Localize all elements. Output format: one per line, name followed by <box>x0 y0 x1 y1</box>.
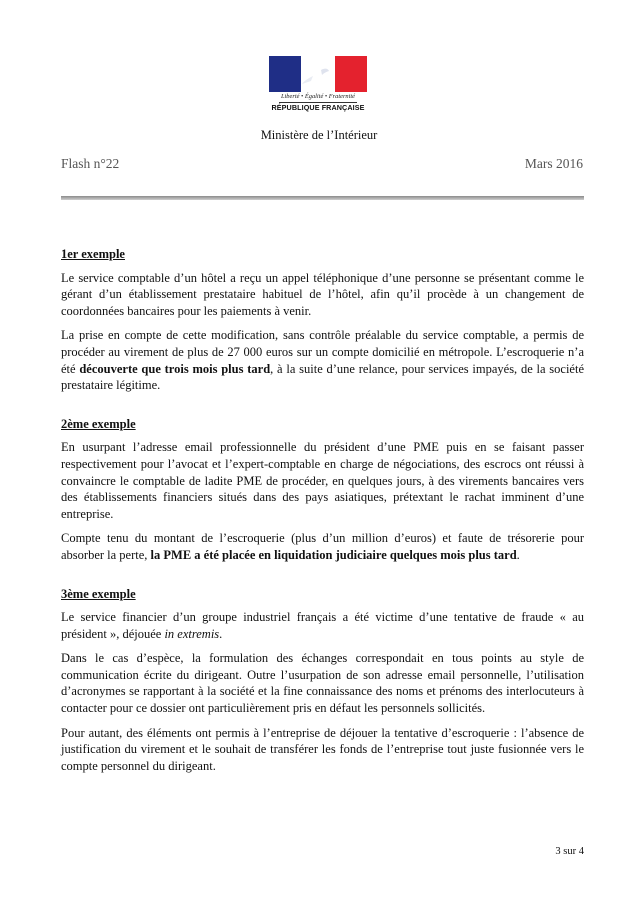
text-run: . <box>219 626 223 641</box>
text-run: Dans le cas d’espèce, la formulation des échanges correspondait en tous points au style de communication écrite du dirigeant. Outre l’usurpation de son adresse email personnelle, l’utilisation d’acronymes se rapportant à la société et la fine connaissance des noms et prénoms des interlocuteurs à contacter pour ce dossier ont particulièrement pris en défaut les personnels sollicités. <box>61 651 584 716</box>
section-heading: 3ème exemple <box>61 586 136 601</box>
republique-francaise-logo <box>269 56 369 120</box>
publication-date: Mars 2016 <box>524 156 583 171</box>
example-section <box>61 586 584 775</box>
document-body <box>61 246 584 782</box>
paragraph <box>61 609 584 642</box>
section-heading: 2ème exemple <box>61 416 136 431</box>
text-run: Le service financier d’un groupe industriel français a été victime d’une tentative de fraude « au président », déjouée <box>61 610 584 641</box>
text-run: , à la suite d’une relance, pour services impayés, de la société prestataire légitime. <box>61 361 584 393</box>
emphasis-text: découverte que trois mois plus tard <box>79 361 271 376</box>
flash-number: Flash n°22 <box>61 156 120 171</box>
example-section <box>61 246 584 394</box>
paragraph <box>61 530 584 563</box>
text-run: Compte tenu du montant de l’escroquerie (plus d’un million d’euros) et faute de trésorerie pour absorber la perte, <box>61 531 584 562</box>
paragraph <box>61 327 584 393</box>
republic-name: RÉPUBLIQUE FRANÇAISE <box>271 103 365 112</box>
section-spacer <box>61 402 584 416</box>
header-divider <box>61 196 584 200</box>
marianne-profile-icon <box>269 56 367 92</box>
paragraph <box>61 725 584 775</box>
page-number: 3 sur 4 <box>555 846 584 857</box>
paragraph <box>61 439 584 522</box>
text-run: Le service comptable d’un hôtel a reçu un appel téléphonique d’une personne se présentant comme le gérant d’un établissement prestataire habituel de l’hôtel, afin qu’il procède à un changement de coordonnées bancaires pour les paiements à venir. <box>61 270 584 318</box>
paragraph <box>61 650 584 716</box>
text-run: Pour autant, des éléments ont permis à l’entreprise de déjouer la tentative d’escroquerie : l’absence de justification du virement et le souhait de transférer les fonds de l’entreprise tout juste fusionnée vers le compte personnel du dirigeant. <box>61 725 584 773</box>
ministry-name: Ministère de l’Intérieur <box>260 128 378 142</box>
section-heading: 1er exemple <box>61 247 125 261</box>
italic-text: in extremis <box>164 626 220 641</box>
text-run: . <box>516 547 520 562</box>
emphasis-text: la PME a été placée en liquidation judiciaire quelques mois plus tard <box>150 547 517 562</box>
example-section <box>61 416 584 564</box>
republic-motto: Liberté • Égalité • Fraternité <box>280 93 356 100</box>
section-spacer <box>61 572 584 586</box>
text-run: La prise en compte de cette modification, sans contrôle préalable du service comptable, a permis de procéder au virement de plus de 27 000 euros sur un compte domicilié en métropole. L’escroquerie n’a été <box>61 328 584 376</box>
paragraph <box>61 270 584 320</box>
text-run: En usurpant l’adresse email professionnelle du président d’une PME puis en se faisant passer respectivement pour l’avocat et l’expert-comptable en charge de négociations, des escrocs ont réussi à convaincre le comptable de ladite PME de procéder, en quelques jours, à des virements bancaires vers des établissements financiers situés dans des pays asiatiques, prétextant le rachat imminent d’une entreprise. <box>61 440 584 521</box>
